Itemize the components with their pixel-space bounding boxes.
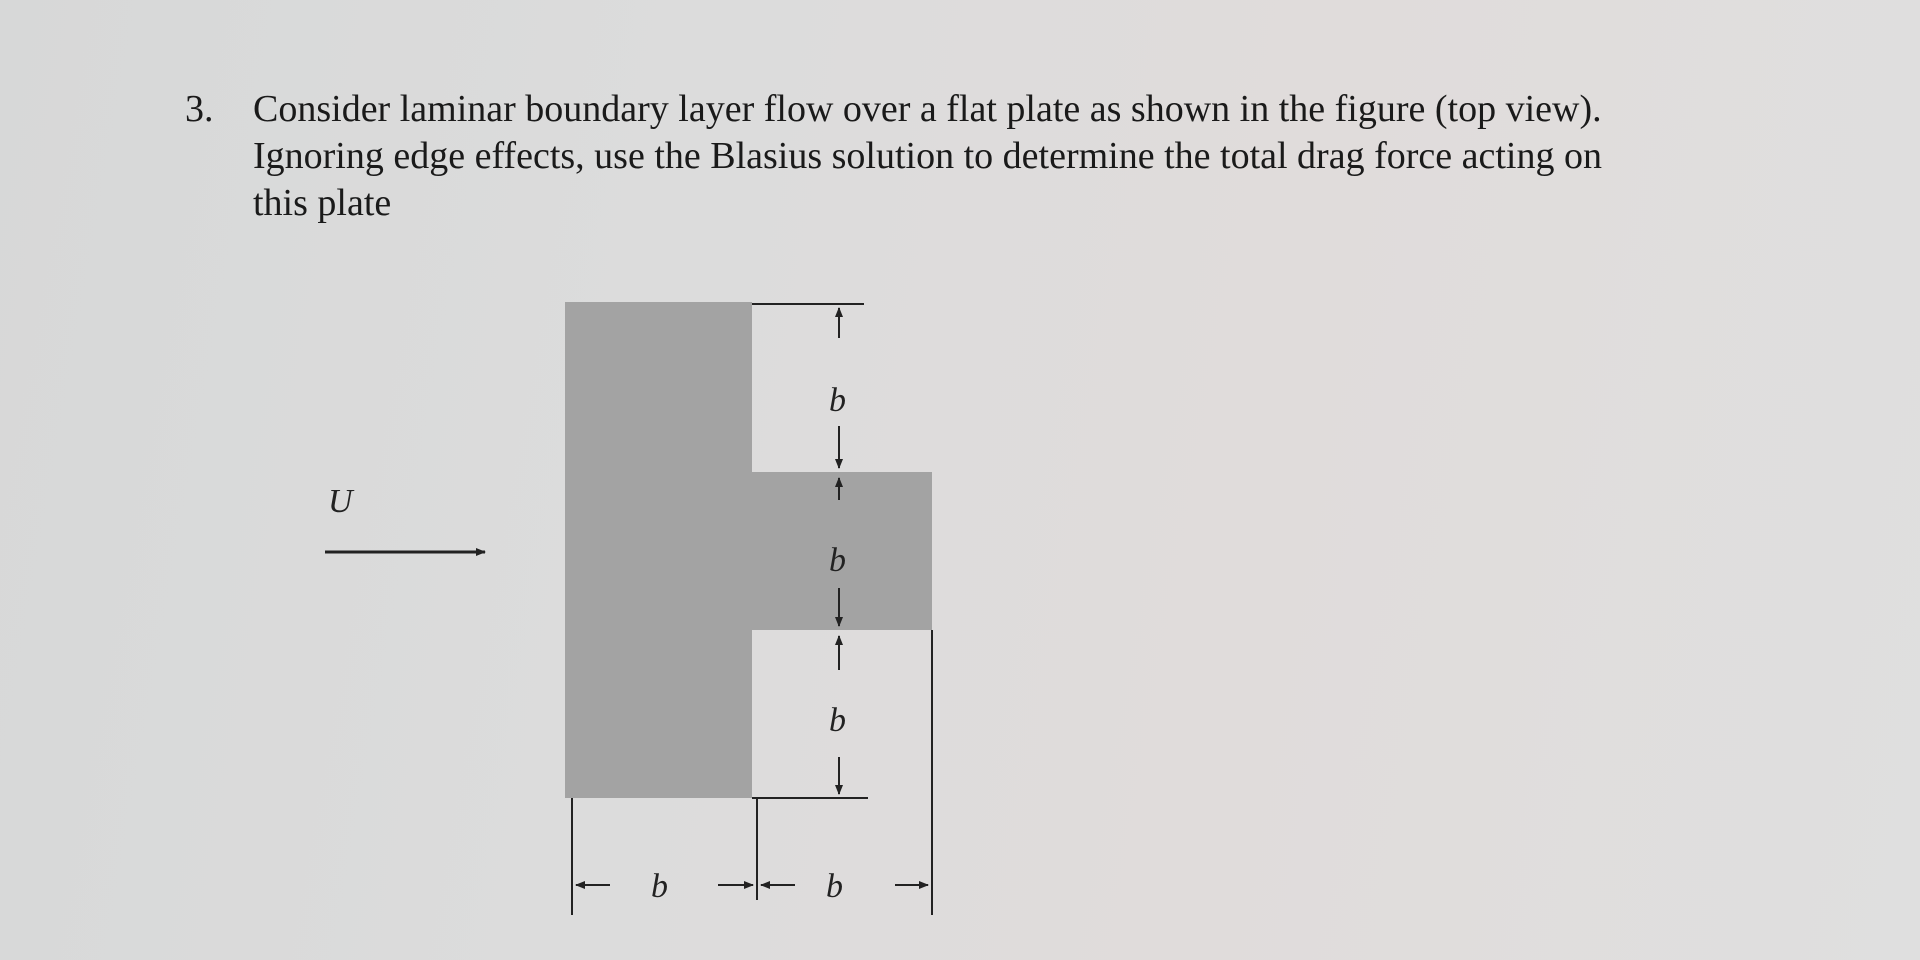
left-width-label: b [651,868,668,905]
problem-line-1: Consider laminar boundary layer flow over a flat plate as shown in the figure (top view). [253,88,1602,130]
problem-line-2: Ignoring edge effects, use the Blasius solution to determine the total drag force acting on [253,135,1602,177]
middle-height-label: b [829,542,846,579]
top-height-label: b [829,382,846,419]
problem-number: 3. [185,88,214,130]
bottom-height-label: b [829,702,846,739]
problem-line-3: this plate [253,182,392,224]
right-width-label: b [826,868,843,905]
flat-plate [565,302,932,798]
flow-velocity-label: U [328,483,353,520]
